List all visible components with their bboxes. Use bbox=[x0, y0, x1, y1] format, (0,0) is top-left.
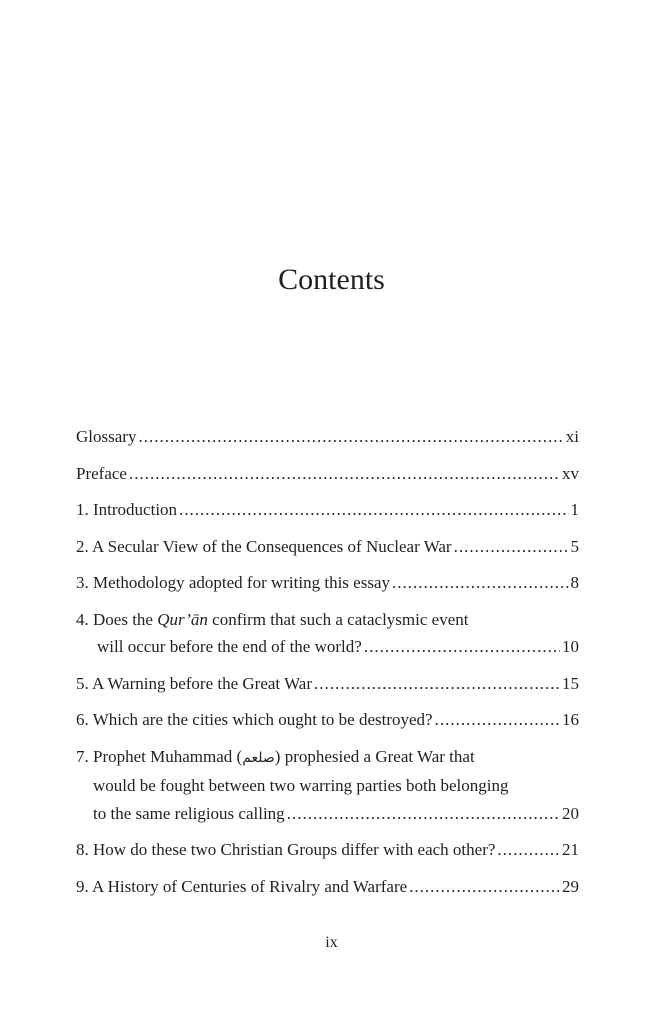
toc-entry-title: Preface bbox=[76, 463, 127, 483]
toc-entry-preface[interactable] bbox=[76, 460, 579, 488]
toc-entry-title-line-1 bbox=[76, 743, 579, 773]
toc-entry-title: 5. A Warning before the Great War bbox=[76, 673, 312, 693]
dot-leader bbox=[454, 533, 569, 561]
dot-leader bbox=[409, 873, 560, 901]
toc-page-number: xv bbox=[562, 463, 579, 483]
toc-entry-chapter-8[interactable] bbox=[76, 836, 579, 864]
dot-leader bbox=[138, 423, 563, 451]
toc-page-number: 10 bbox=[562, 637, 579, 656]
dot-leader bbox=[179, 496, 568, 524]
toc-entry-chapter-3[interactable] bbox=[76, 569, 579, 597]
dot-leader bbox=[129, 460, 560, 488]
toc-entry-chapter-9[interactable] bbox=[76, 873, 579, 901]
toc-entry-title: 3. Methodology adopted for writing this essay bbox=[76, 573, 390, 592]
toc-entry-title: Glossary bbox=[76, 427, 137, 446]
table-of-contents bbox=[76, 423, 579, 909]
dot-leader bbox=[497, 836, 560, 864]
dot-leader bbox=[364, 633, 560, 661]
toc-page-number: 1 bbox=[570, 500, 579, 519]
toc-entry-chapter-7[interactable] bbox=[76, 743, 579, 828]
toc-entry-title-line-3: to the same religious calling bbox=[93, 803, 285, 823]
toc-entry-title: 8. How do these two Christian Groups differ with each other? bbox=[76, 840, 496, 859]
toc-entry-title-line-2: would be fought between two warring parties both belonging bbox=[93, 776, 509, 795]
toc-entry-title-line-2: will occur before the end of the world? bbox=[97, 637, 362, 656]
toc-page-number: 16 bbox=[562, 710, 579, 729]
toc-entry-title-suffix: confirm that such a cataclysmic event bbox=[207, 609, 469, 629]
toc-entry-chapter-1[interactable] bbox=[76, 496, 579, 524]
dot-leader bbox=[314, 670, 560, 698]
dot-leader bbox=[392, 569, 569, 597]
toc-entry-title-prefix: 4. Does the bbox=[76, 609, 158, 629]
page-title: Contents bbox=[278, 263, 385, 296]
toc-entry-chapter-2[interactable] bbox=[76, 533, 579, 561]
toc-page-number: 8 bbox=[570, 573, 579, 592]
toc-entry-chapter-4[interactable] bbox=[76, 606, 579, 661]
toc-entry-title-arabic: صلعم bbox=[242, 749, 275, 766]
toc-entry-chapter-5[interactable] bbox=[76, 670, 579, 698]
toc-entry-title: 9. A History of Centuries of Rivalry and Warfare bbox=[76, 876, 408, 896]
toc-page-number: 5 bbox=[570, 536, 579, 556]
toc-page-number: 20 bbox=[562, 803, 579, 823]
toc-entry-title-italic: Qur’ān bbox=[157, 609, 208, 629]
page-folio: ix bbox=[325, 934, 338, 951]
toc-entry-title-line-1 bbox=[76, 606, 579, 634]
toc-entry-glossary[interactable] bbox=[76, 423, 579, 451]
toc-entry-title: 6. Which are the cities which ought to be destroyed? bbox=[76, 710, 433, 729]
toc-entry-title: 2. A Secular View of the Consequences of Nuclear War bbox=[76, 536, 452, 556]
dot-leader bbox=[435, 706, 560, 734]
toc-entry-title-prefix: 7. Prophet Muhammad ( bbox=[76, 746, 243, 766]
toc-entry-title: 1. Introduction bbox=[76, 500, 178, 519]
toc-page-number: xi bbox=[565, 427, 579, 446]
toc-page-number: 29 bbox=[562, 876, 579, 896]
toc-page-number: 15 bbox=[562, 673, 579, 693]
dot-leader bbox=[287, 800, 560, 828]
toc-page-number: 21 bbox=[562, 840, 579, 859]
toc-entry-chapter-6[interactable] bbox=[76, 706, 579, 734]
toc-entry-title-suffix: ) prophesied a Great War that bbox=[274, 746, 475, 766]
